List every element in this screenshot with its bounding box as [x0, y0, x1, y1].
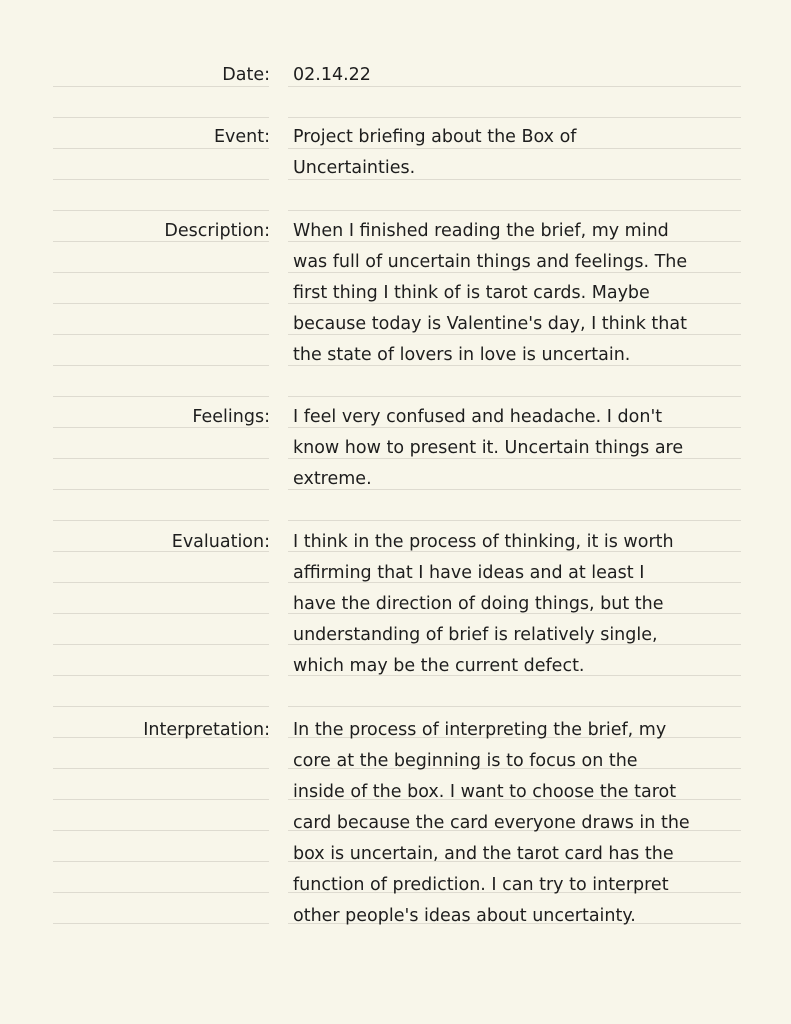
event-label: Event: — [213, 127, 270, 147]
ruled-line — [53, 396, 269, 397]
ruled-line — [53, 210, 269, 211]
text-line: know how to present it. Uncertain things are — [293, 438, 684, 458]
text-line: understanding of brief is relatively single, — [293, 625, 658, 645]
ruled-line — [288, 396, 741, 397]
ruled-line — [53, 334, 269, 335]
ruled-line — [288, 706, 741, 707]
ruled-line — [53, 520, 269, 521]
text-line: core at the beginning is to focus on the — [293, 751, 638, 771]
ruled-line — [53, 117, 269, 118]
ruled-line — [53, 489, 269, 490]
text-line: affirming that I have ideas and at least I — [293, 563, 645, 583]
text-line: which may be the current defect. — [293, 656, 585, 676]
text-line: inside of the box. I want to choose the tarot — [293, 782, 677, 802]
ruled-line — [53, 861, 269, 862]
ruled-line — [53, 582, 269, 583]
text-line: because today is Valentine's day, I think that — [293, 314, 687, 334]
text-line: 02.14.22 — [293, 65, 371, 85]
date-label: Date: — [222, 65, 270, 85]
ruled-line — [53, 272, 269, 273]
ruled-line — [288, 210, 741, 211]
text-line: have the direction of doing things, but the — [293, 594, 664, 614]
description-value — [293, 216, 748, 371]
ruled-line — [53, 644, 269, 645]
text-line: the state of lovers in love is uncertain. — [293, 345, 631, 365]
feelings-label: Feelings: — [192, 407, 270, 427]
ruled-line — [53, 923, 269, 924]
ruled-line — [53, 892, 269, 893]
text-line: When I finished reading the brief, my mind — [293, 221, 669, 241]
ruled-line — [53, 830, 269, 831]
text-line: was full of uncertain things and feelings. The — [293, 252, 688, 272]
text-line: card because the card everyone draws in the — [293, 813, 690, 833]
text-line: extreme. — [293, 469, 372, 489]
text-line: function of prediction. I can try to interpret — [293, 875, 669, 895]
date-value — [293, 60, 748, 91]
interpretation-label: Interpretation: — [143, 720, 270, 740]
interpretation-value — [293, 715, 748, 932]
text-line: Project briefing about the Box of — [293, 127, 577, 147]
feelings-value — [293, 402, 748, 495]
ruled-line — [53, 768, 269, 769]
text-line: I feel very confused and headache. I don't — [293, 407, 663, 427]
text-line: Uncertainties. — [293, 158, 416, 178]
ruled-line — [53, 179, 269, 180]
ruled-line — [53, 706, 269, 707]
ruled-line — [53, 799, 269, 800]
text-line: In the process of interpreting the brief, my — [293, 720, 667, 740]
ruled-line — [53, 458, 269, 459]
ruled-line — [288, 117, 741, 118]
ruled-line — [53, 675, 269, 676]
evaluation-label: Evaluation: — [171, 532, 270, 552]
text-line: other people's ideas about uncertainty. — [293, 906, 636, 926]
ruled-line — [288, 520, 741, 521]
text-line: first thing I think of is tarot cards. Maybe — [293, 283, 650, 303]
ruled-line — [53, 303, 269, 304]
ruled-line — [53, 613, 269, 614]
evaluation-value — [293, 527, 748, 682]
ruled-line — [53, 365, 269, 366]
text-line: box is uncertain, and the tarot card has the — [293, 844, 674, 864]
event-value — [293, 122, 748, 184]
text-line: I think in the process of thinking, it is worth — [293, 532, 674, 552]
description-label: Description: — [164, 221, 270, 241]
